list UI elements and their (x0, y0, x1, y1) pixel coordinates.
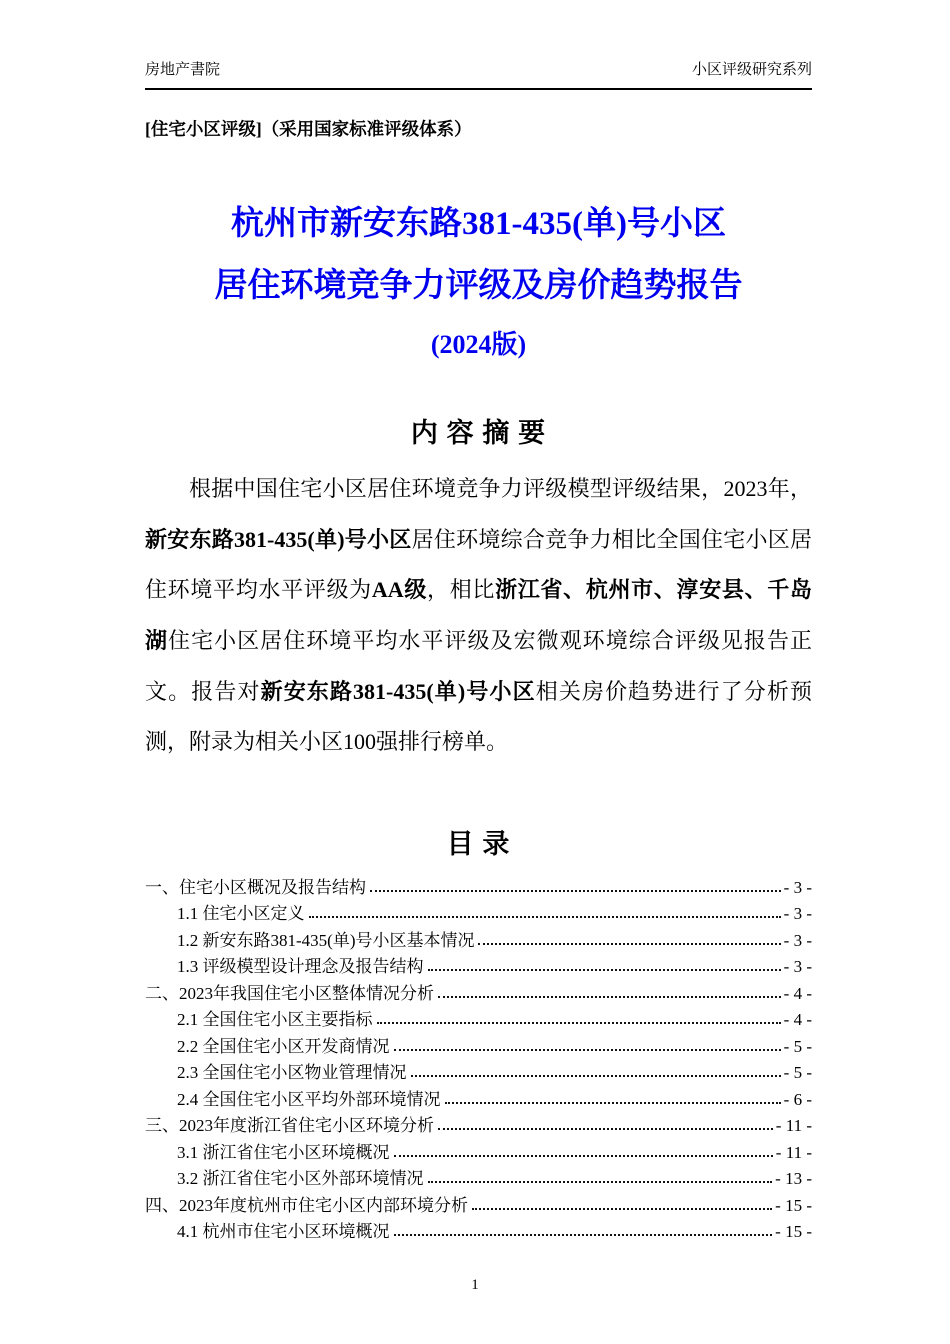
toc-leader-dots (438, 996, 781, 998)
toc-entry-page: - 4 - (783, 983, 812, 1003)
toc-entry[interactable] (145, 1060, 812, 1087)
toc-leader-dots (394, 1155, 773, 1157)
abstract-segment-bold: 浙江省、杭州市、淳安县、千岛湖 (145, 577, 812, 654)
toc-list (145, 875, 812, 1246)
toc-entry[interactable] (145, 1166, 812, 1193)
toc-entry[interactable] (145, 875, 812, 902)
toc-entry-page: - 3 - (783, 957, 812, 977)
abstract-segment-bold: 新安东路381-435(单)号小区 (145, 526, 412, 552)
toc-entry[interactable] (145, 1193, 812, 1220)
toc-entry-page: - 5 - (783, 1063, 812, 1083)
abstract-segment: 居住环境综合竞争力相比全国住宅小区居住环境平均水平评级为 (145, 526, 812, 603)
toc-entry-label: 2.4 全国住宅小区平均外部环境情况 (177, 1089, 441, 1109)
toc-entry-label: 2.2 全国住宅小区开发商情况 (177, 1036, 390, 1056)
toc-entry[interactable] (145, 1034, 812, 1061)
toc-heading: 目 录 (446, 828, 511, 859)
toc-entry-label: 4.1 杭州市住宅小区环境概况 (177, 1222, 390, 1242)
page-number: 1 (471, 1277, 479, 1293)
toc-entry-page: - 6 - (783, 1089, 812, 1109)
abstract-paragraph (145, 464, 812, 768)
toc-entry[interactable] (145, 901, 812, 928)
header-right-text: 小区评级研究系列 (691, 62, 812, 78)
toc-entry[interactable] (145, 928, 812, 955)
doc-title-block (145, 193, 812, 367)
toc-leader-dots (411, 1075, 781, 1077)
toc-leader-dots (472, 1208, 772, 1210)
toc-entry-page: - 3 - (783, 930, 812, 950)
toc-leader-dots (309, 916, 781, 918)
doc-title-line1: 杭州市新安东路381-435(单)号小区 (231, 206, 726, 242)
toc-entry-label: 1.3 评级模型设计理念及报告结构 (177, 957, 424, 977)
abstract-segment: 根据中国住宅小区居住环境竞争力评级模型评级结果，2023年， (189, 476, 812, 502)
toc-entry-label: 1.1 住宅小区定义 (177, 904, 305, 924)
toc-entry[interactable] (145, 954, 812, 981)
toc-entry-page: - 15 - (775, 1222, 812, 1242)
toc-leader-dots (394, 1049, 781, 1051)
toc-entry[interactable] (145, 981, 812, 1008)
abstract-segment-bold: 新安东路381-435(单)号小区 (260, 678, 536, 704)
toc-entry-page: - 15 - (775, 1195, 812, 1215)
toc-leader-dots (428, 969, 781, 971)
toc-entry[interactable] (145, 1140, 812, 1167)
toc-entry-page: - 3 - (783, 904, 812, 924)
toc-entry-label: 三、2023年度浙江省住宅小区环境分析 (145, 1116, 434, 1136)
toc-entry-page: - 3 - (783, 877, 812, 897)
abstract-heading: 内 容 摘 要 (410, 418, 547, 449)
abstract-segment: 相关房价趋势进行了分析预测，附录为相关小区100强排行榜单。 (145, 678, 812, 755)
abstract-segment: 住宅小区居住环境平均水平评级及宏微观环境综合评级见报告正文。报告对 (145, 628, 812, 704)
toc-entry[interactable] (145, 1219, 812, 1246)
toc-entry-label: 3.1 浙江省住宅小区环境概况 (177, 1142, 390, 1162)
toc-entry-label: 二、2023年我国住宅小区整体情况分析 (145, 983, 434, 1003)
toc-entry-page: - 13 - (775, 1169, 812, 1189)
toc-entry-page: - 11 - (775, 1142, 812, 1162)
toc-leader-dots (377, 1022, 781, 1024)
toc-leader-dots (438, 1128, 773, 1130)
toc-entry-label: 1.2 新安东路381-435(单)号小区基本情况 (177, 930, 475, 950)
doc-title-line2: 居住环境竞争力评级及房价趋势报告 (214, 268, 743, 305)
toc-entry-page: - 4 - (783, 1010, 812, 1030)
doc-subtitle: [住宅小区评级]（采用国家标准评级体系） (145, 119, 472, 139)
toc-leader-dots (445, 1102, 781, 1104)
page-header (145, 58, 812, 90)
toc-entry-label: 2.3 全国住宅小区物业管理情况 (177, 1063, 407, 1083)
toc-entry-label: 2.1 全国住宅小区主要指标 (177, 1010, 373, 1030)
abstract-segment: ，相比 (427, 577, 496, 603)
toc-entry-label: 3.2 浙江省住宅小区外部环境情况 (177, 1169, 424, 1189)
header-left-text: 房地产書院 (145, 62, 221, 78)
toc-entry-page: - 11 - (775, 1116, 812, 1136)
toc-leader-dots (478, 943, 780, 945)
toc-entry-label: 四、2023年度杭州市住宅小区内部环境分析 (145, 1195, 468, 1215)
toc-entry-page: - 5 - (783, 1036, 812, 1056)
toc-leader-dots (428, 1181, 773, 1183)
toc-leader-dots (394, 1234, 773, 1236)
toc-entry[interactable] (145, 1007, 812, 1034)
toc-entry[interactable] (145, 1087, 812, 1114)
doc-edition: (2024版) (430, 330, 527, 360)
toc-entry-label: 一、住宅小区概况及报告结构 (145, 877, 366, 897)
toc-entry[interactable] (145, 1113, 812, 1140)
toc-leader-dots (370, 890, 781, 892)
abstract-segment-bold: AA级 (371, 577, 428, 603)
